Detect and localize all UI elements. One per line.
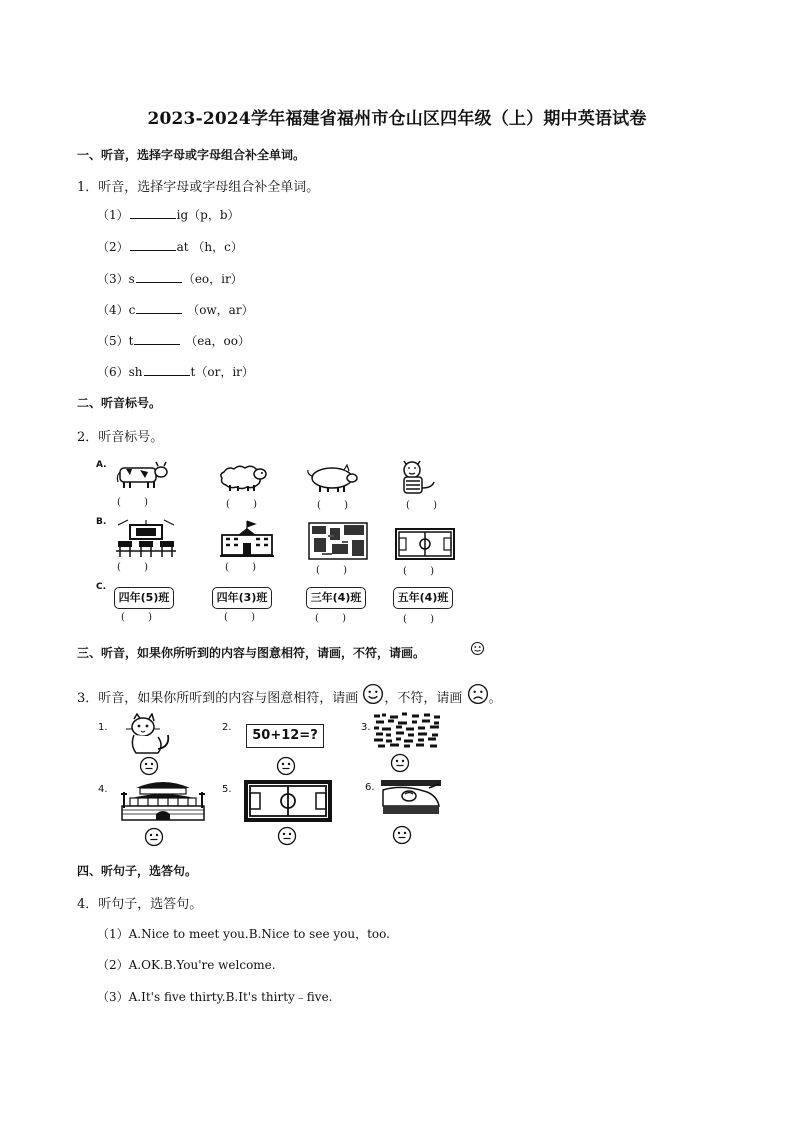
answer-blank[interactable] bbox=[136, 270, 182, 283]
q1-item-3 bbox=[97, 270, 243, 287]
picture-number-2: 2. bbox=[222, 722, 232, 733]
cow-icon bbox=[114, 460, 176, 490]
answer-paren[interactable]: ( ) bbox=[225, 562, 266, 573]
item-options: at （h，c） bbox=[176, 240, 243, 254]
answer-face-icon[interactable] bbox=[390, 753, 410, 773]
item-number: （1） bbox=[97, 208, 129, 222]
answer-blank[interactable] bbox=[136, 301, 182, 314]
tiananmen-icon bbox=[118, 778, 208, 824]
answer-paren[interactable]: ( ) bbox=[403, 566, 444, 577]
section-1-heading: 一、听音，选择字母或字母组合补全单词。 bbox=[77, 148, 306, 162]
tiger-icon bbox=[398, 460, 438, 496]
answer-paren[interactable]: ( ) bbox=[315, 613, 356, 624]
item-number: （6） bbox=[97, 365, 129, 379]
crowded-scene-icon bbox=[372, 712, 442, 750]
school-icon bbox=[218, 519, 276, 559]
answer-paren[interactable]: ( ) bbox=[226, 499, 267, 510]
answer-paren[interactable]: ( ) bbox=[403, 614, 444, 625]
q1-item-4 bbox=[97, 301, 254, 318]
row-label-a: A. bbox=[96, 460, 107, 470]
answer-face-icon[interactable] bbox=[392, 825, 412, 845]
item-prefix: sh bbox=[128, 365, 143, 379]
row-label-c: C. bbox=[96, 582, 107, 592]
math-problem: 50+12=? bbox=[246, 724, 324, 748]
picture-number-6: 6. bbox=[365, 782, 375, 793]
answer-blank[interactable] bbox=[130, 238, 176, 251]
item-options: （ea，oo） bbox=[181, 334, 250, 348]
section-3-heading: 三、听音，如果你所听到的内容与图意相符，请画，不符，请画。 bbox=[77, 646, 426, 660]
answer-paren[interactable]: ( ) bbox=[406, 500, 447, 511]
answer-face-icon[interactable] bbox=[139, 756, 159, 776]
q4-item-2: （2）A.OK.B.You're welcome. bbox=[97, 958, 276, 972]
question-1: 1．听音，选择字母或字母组合补全单词。 bbox=[77, 180, 320, 195]
item-number: （4） bbox=[97, 303, 129, 317]
classroom-icon bbox=[114, 519, 178, 559]
q1-item-6 bbox=[97, 363, 254, 380]
answer-blank[interactable] bbox=[130, 206, 176, 219]
sheep-icon bbox=[216, 462, 270, 492]
answer-blank[interactable] bbox=[144, 363, 190, 376]
playground-icon bbox=[394, 527, 456, 561]
q4-item-3: （3）A.It's five thirty.B.It's thirty﹣five. bbox=[97, 990, 333, 1004]
smiley-face-icon bbox=[362, 683, 384, 705]
answer-paren[interactable]: ( ) bbox=[117, 562, 158, 573]
item-prefix: t bbox=[128, 334, 134, 348]
basketball-court-icon bbox=[243, 779, 333, 823]
class-label-2: 四年(3)班 bbox=[212, 587, 272, 609]
answer-paren[interactable]: ( ) bbox=[316, 565, 357, 576]
answer-paren[interactable]: ( ) bbox=[117, 497, 158, 508]
q1-item-2 bbox=[97, 238, 243, 255]
item-number: （2） bbox=[97, 240, 129, 254]
answer-face-icon[interactable] bbox=[276, 756, 296, 776]
item-prefix: s bbox=[128, 272, 135, 286]
question-3-part-b: ，不符，请画 bbox=[384, 691, 463, 706]
picture-number-4: 4. bbox=[98, 784, 108, 795]
question-2: 2．听音标号。 bbox=[77, 430, 164, 445]
heading-smiley-icon bbox=[470, 641, 485, 656]
answer-blank[interactable] bbox=[134, 332, 180, 345]
row-label-b: B. bbox=[96, 517, 107, 527]
item-number: （5） bbox=[97, 334, 129, 348]
class-label-3: 三年(4)班 bbox=[306, 587, 366, 609]
pig-icon bbox=[304, 464, 362, 494]
sad-face-icon bbox=[467, 683, 489, 705]
cat-icon bbox=[124, 713, 172, 755]
question-3-part-a: 3．听音，如果你所听到的内容与图意相符，请画 bbox=[77, 691, 359, 706]
item-options: t（or，ir） bbox=[190, 365, 254, 379]
q1-item-5 bbox=[97, 332, 250, 349]
question-3-part-c: 。 bbox=[488, 691, 502, 706]
answer-face-icon[interactable] bbox=[144, 827, 164, 847]
class-label-1: 四年(5)班 bbox=[114, 587, 174, 609]
item-options: （eo，ir） bbox=[182, 272, 243, 286]
picture-number-5: 5. bbox=[222, 784, 232, 795]
answer-paren[interactable]: ( ) bbox=[224, 612, 265, 623]
bedroom-icon bbox=[379, 778, 443, 820]
picture-number-3: 3. bbox=[361, 722, 371, 733]
item-options: ig（p，b） bbox=[176, 208, 240, 222]
answer-paren[interactable]: ( ) bbox=[317, 500, 358, 511]
question-3 bbox=[77, 683, 502, 706]
question-4: 4．听句子，选答句。 bbox=[77, 897, 203, 912]
item-prefix: c bbox=[128, 303, 136, 317]
class-label-4: 五年(4)班 bbox=[393, 587, 453, 609]
item-options: （ow，ar） bbox=[183, 303, 254, 317]
answer-face-icon[interactable] bbox=[277, 826, 297, 846]
picture-number-1: 1. bbox=[98, 722, 108, 733]
item-number: （3） bbox=[97, 272, 129, 286]
q4-item-1: （1）A.Nice to meet you.B.Nice to see you，too. bbox=[97, 927, 390, 941]
section-4-heading: 四、听句子，选答句。 bbox=[77, 864, 198, 878]
q1-item-1 bbox=[97, 206, 240, 223]
page-title: 2023-2024学年福建省福州市仓山区四年级（上）期中英语试卷 bbox=[147, 109, 647, 129]
map-icon bbox=[308, 522, 368, 560]
section-2-heading: 二、听音标号。 bbox=[77, 396, 162, 410]
answer-paren[interactable]: ( ) bbox=[121, 612, 162, 623]
